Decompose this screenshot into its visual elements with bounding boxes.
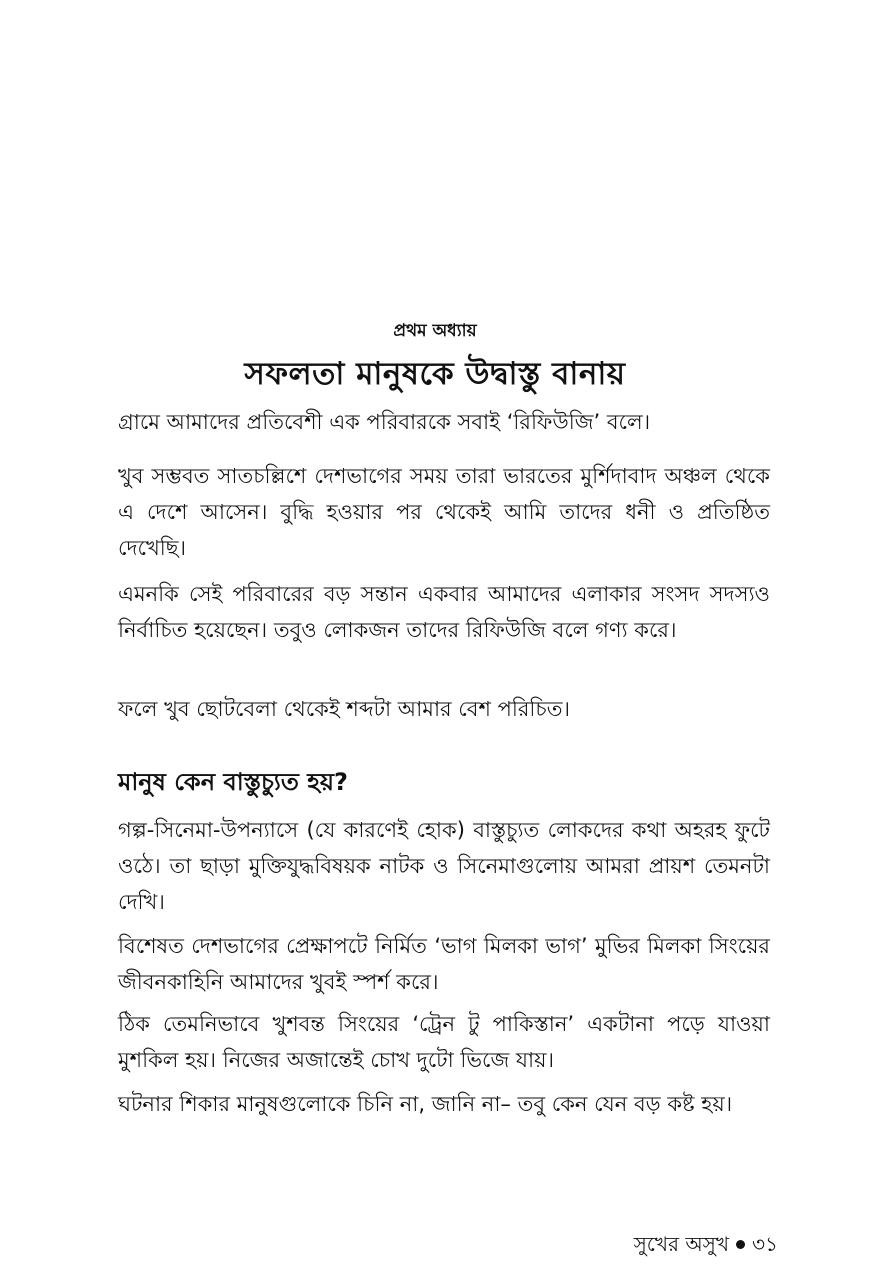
paragraph: গল্প-সিনেমা-উপন্যাসে (যে কারণেই হোক) বাস্তুচ্যুত লোকদের কথা অহরহ ফুটে ওঠে। তা ছাড়া মুক্তিযুদ্ধবিষয়ক নাটক ও সিনেমাগুলোয় আমরা প্রায়শ তেমনটা দেখি। [118,818,770,914]
section-heading: মানুষ কেন বাস্তুচ্যুত হয়? [118,768,348,796]
paragraph: ঘটনার শিকার মানুষগুলোকে চিনি না, জানি না– তবু কেন যেন বড় কষ্ট হয়। [118,1092,733,1116]
paragraph: বিশেষত দেশভাগের প্রেক্ষাপটে নির্মিত ‘ভাগ মিলকা ভাগ’ মুভির মিলকা সিংয়ের জীবনকাহিনি আমাদের খুবই স্পর্শ করে। [118,934,770,994]
chapter-title: সফলতা মানুষকে উদ্বাস্তু বানায় [244,356,626,392]
paragraph: এমনকি সেই পরিবারের বড় সন্তান একবার আমাদের এলাকার সংসদ সদস্যও নির্বাচিত হয়েছেন। তবুও লোকজন তাদের রিফিউজি বলে গণ্য করে। [118,582,770,642]
bullet-icon [736,1240,745,1249]
paragraph: ঠিক তেমনিভাবে খুশবন্ত সিংয়ের ‘ট্রেন টু পাকিস্তান’ একটানা পড়ে যাওয়া মুশকিল হয়। নিজের অজান্তেই চোখ দুটো ভিজে যায়। [118,1012,770,1072]
page-number: ৩১ [752,1232,778,1256]
paragraph: গ্রামে আমাদের প্রতিবেশী এক পরিবারকে সবাই ‘রিফিউজি’ বলে। [118,410,651,434]
page-footer [634,1230,778,1263]
chapter-label: প্রথম অধ্যায় [393,321,477,341]
paragraph: খুব সম্ভবত সাতচল্লিশে দেশভাগের সময় তারা ভারতের মুর্শিদাবাদ অঞ্চল থেকে এ দেশে আসেন। বুদ্ধি হওয়ার পর থেকেই আমি তাদের ধনী ও প্রতিষ্ঠিত দেখেছি। [118,464,770,560]
paragraph: ফলে খুব ছোটবেলা থেকেই শব্দটা আমার বেশ পরিচিত। [118,697,571,721]
footer-book-title: সুখের অসুখ [633,1232,730,1256]
